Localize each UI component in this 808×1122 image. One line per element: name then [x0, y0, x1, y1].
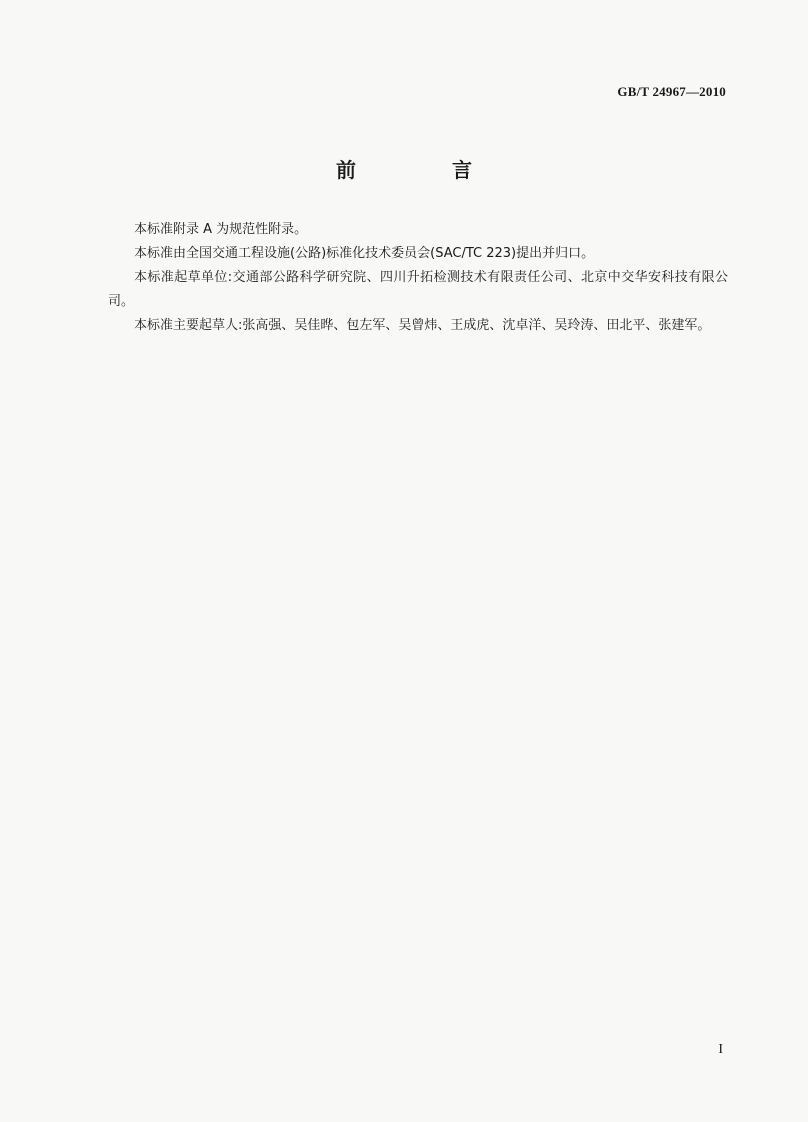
paragraph-drafting-units: 本标准起草单位:交通部公路科学研究院、四川升拓检测技术有限责任公司、北京中交华安科技有限公司。 [108, 270, 728, 309]
paragraph-appendix-note: 本标准附录 A 为规范性附录。 [134, 222, 308, 237]
paragraph-proposer: 本标准由全国交通工程设施(公路)标准化技术委员会(SAC/TC 223)提出并归口。 [134, 246, 595, 261]
page-title: 前 言 [336, 158, 510, 182]
page-number: I [718, 1042, 723, 1057]
paragraph-main-drafters: 本标准主要起草人:张高强、吴佳晔、包左军、吴曾炜、王成虎、沈卓洋、吴玲涛、田北平、张建军。 [134, 318, 711, 333]
preface-content [108, 218, 728, 338]
standard-code: GB/T 24967—2010 [617, 84, 726, 99]
